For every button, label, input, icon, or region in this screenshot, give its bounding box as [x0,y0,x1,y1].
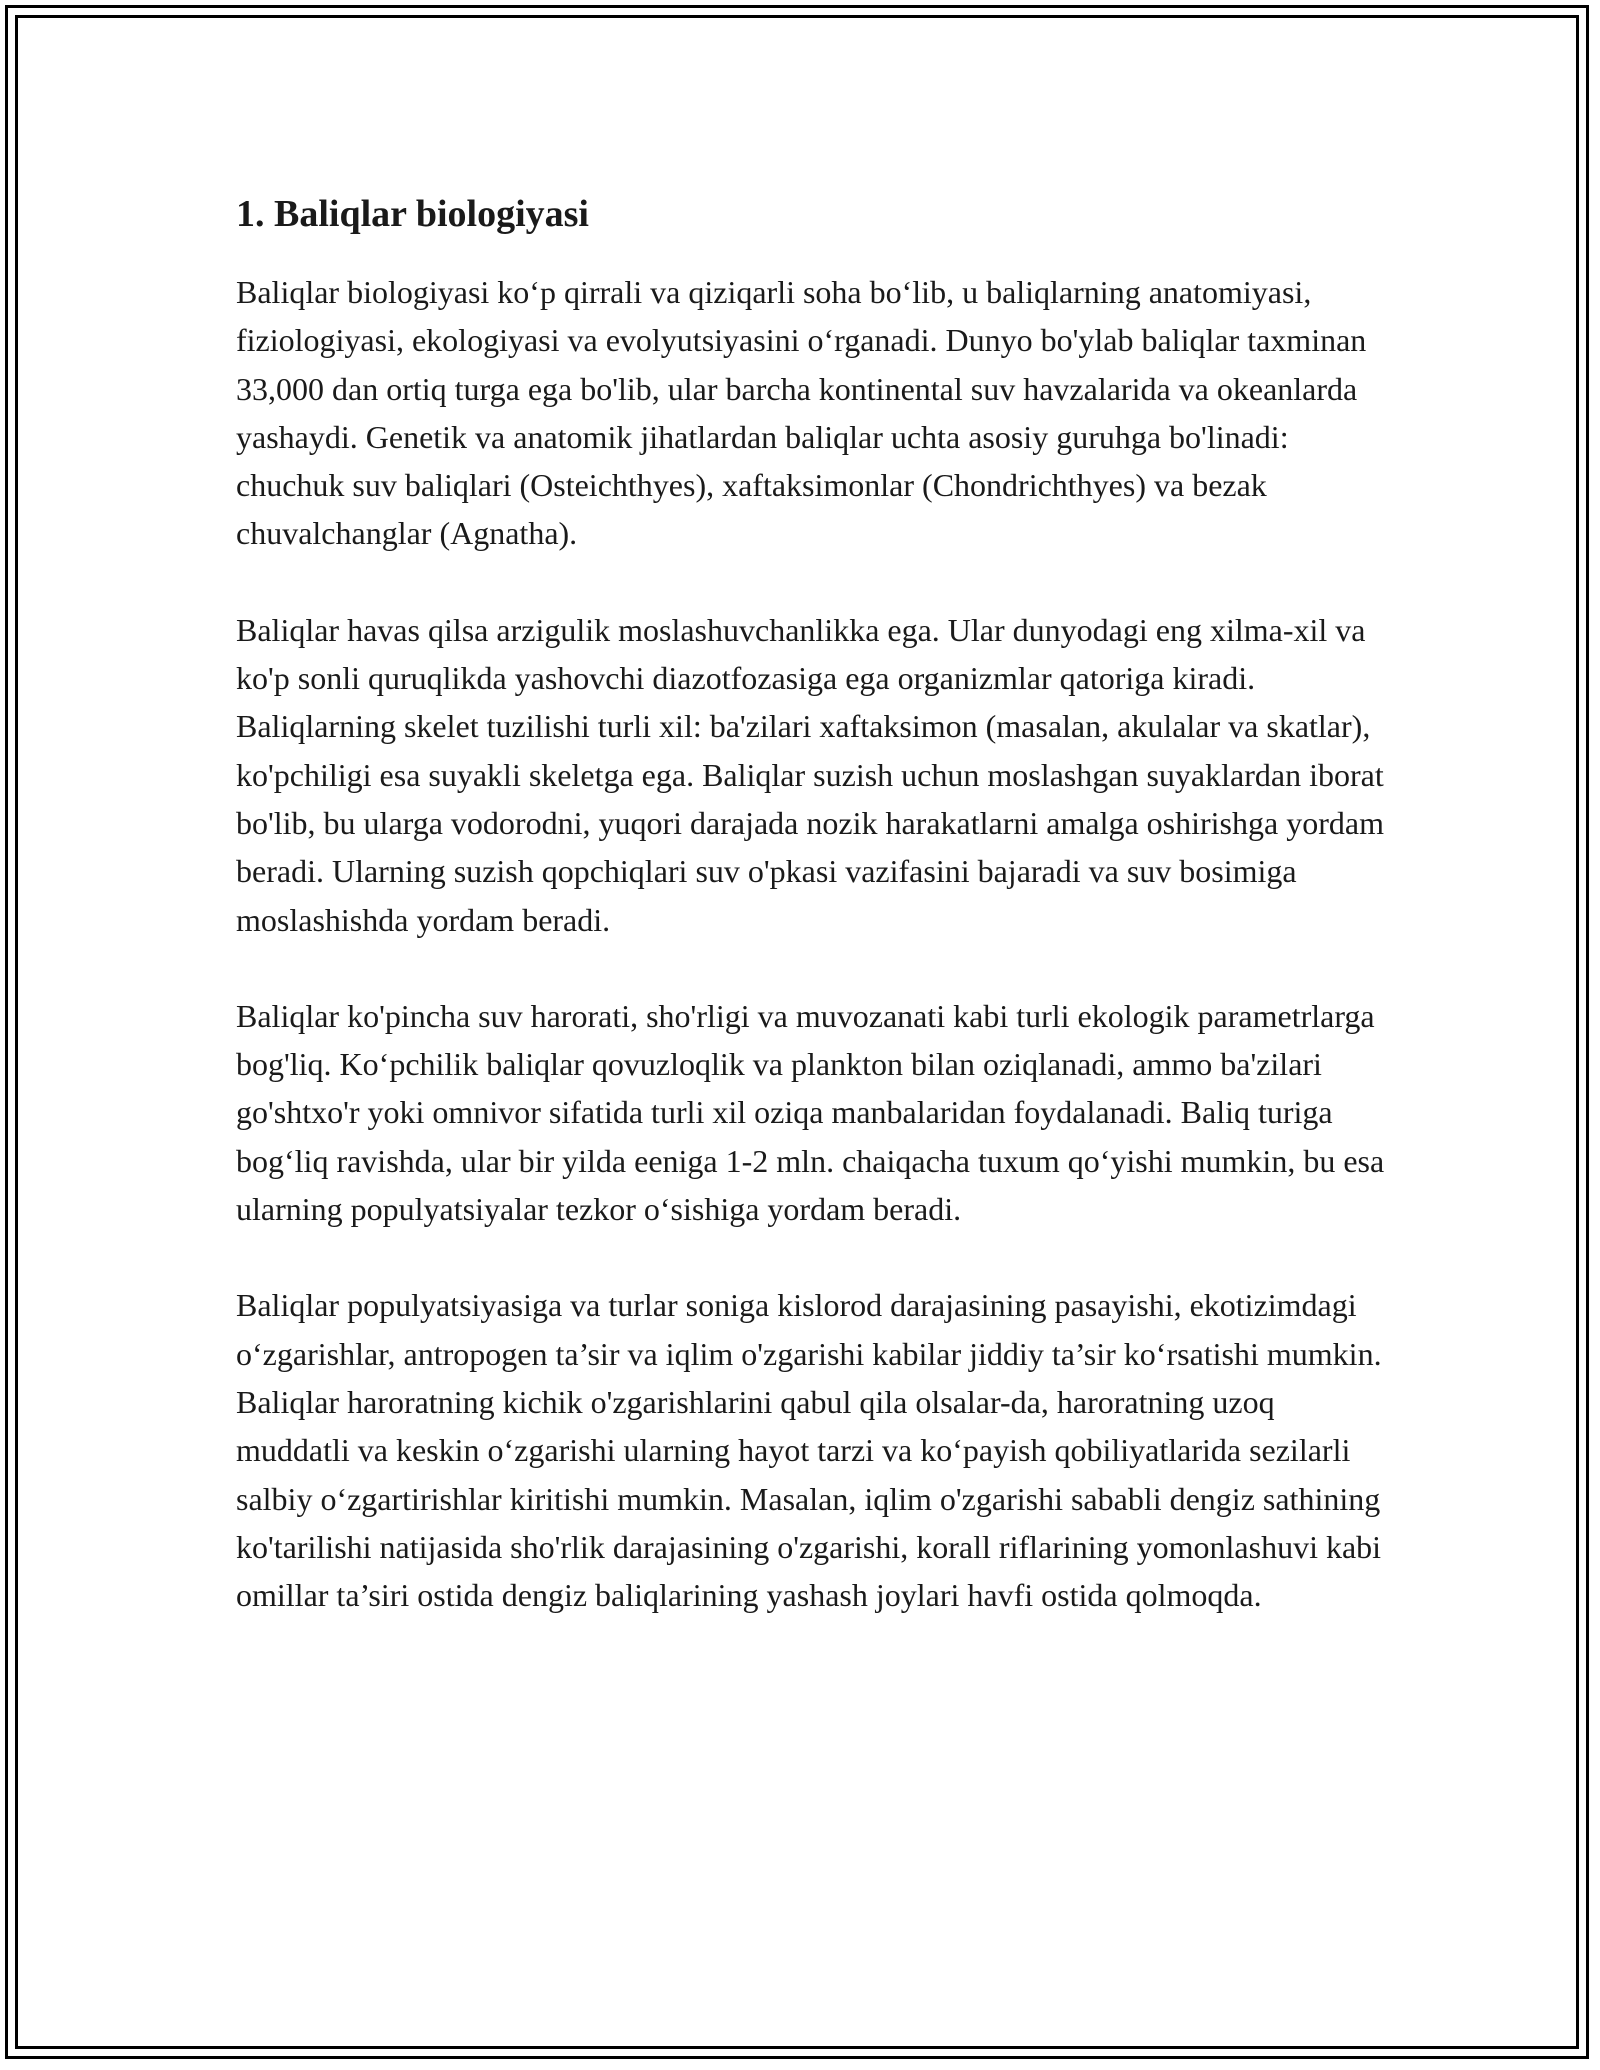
document-body [236,186,1386,1667]
section-title: 1. Baliqlar biologiyasi [236,193,589,235]
paragraph-4: Baliqlar populyatsiyasiga va turlar soniga kislorod darajasining pasayishi, ekotizimdagi o‘zgarishlar, antropogen ta’sir va iqlim o'zgarishi kabilar jiddiy ta’sir ko‘rsatishi mumkin. Baliqlar haroratning kichik o'zgarishlarini qabul qila olsalar-da, haroratning uzoq muddatli va keskin o‘zgarishi ularning hayot tarzi va ko‘payish qobiliyatlarida sezilarli salbiy o‘zgartirishlar kiritishi mumkin. Masalan, iqlim o'zgarishi sababli dengiz sathining ko'tarilishi natijasida sho'rlik darajasining o'zgarishi, korall riflarining yomonlashuvi kabi omillar ta’siri ostida dengiz baliqlarining yashash joylari havfi ostida qolmoqda. [236,1287,1382,1614]
paragraph-1: Baliqlar biologiyasi ko‘p qirrali va qiziqarli soha bo‘lib, u baliqlarning anatomiyasi, fiziologiyasi, ekologiyasi va evolyutsiyasini o‘rganadi. Dunyo bo'ylab baliqlar taxminan 33,000 dan ortiq turga ega bo'lib, ular barcha kontinental suv havzalarida va okeanlarda yashaydi. Genetik va anatomik jihatlardan baliqlar uchta asosiy guruhga bo'linadi: chuchuk suv baliqlari (Osteichthyes), xaftaksimonlar (Chondrichthyes) va bezak chuvalchanglar (Agnatha). [236,274,1367,552]
paragraph-2: Baliqlar havas qilsa arzigulik moslashuvchanlikka ega. Ular dunyodagi eng xilma-xil va ko'p sonli quruqlikda yashovchi diazotfozasiga ega organizmlar qatoriga kiradi. Baliqlarning skelet tuzilishi turli xil: ba'zilari xaftaksimon (masalan, akulalar va skatlar), ko'pchiligi esa suyakli skeletga ega. Baliqlar suzish uchun moslashgan suyaklardan iborat bo'lib, bu ularga vodorodni, yuqori darajada nozik harakatlarni amalga oshirishga yordam beradi. Ularning suzish qopchiqlari suv o'pkasi vazifasini bajaradi va suv bosimiga moslashishda yordam beradi. [236,611,1384,938]
paragraph-3: Baliqlar ko'pincha suv harorati, sho'rligi va muvozanati kabi turli ekologik parametrlarga bog'liq. Ko‘pchilik baliqlar qovuzloqlik va plankton bilan oziqlanadi, ammo ba'zilari go'shtxo'r yoki omnivor sifatida turli xil oziqa manbalaridan foydalanadi. Baliq turiga bog‘liq ravishda, ular bir yilda eeniga 1-2 mln. chaiqacha tuxum qo‘yishi mumkin, bu esa ularning populyatsiyalar tezkor o‘sishiga yordam beradi. [236,997,1385,1228]
